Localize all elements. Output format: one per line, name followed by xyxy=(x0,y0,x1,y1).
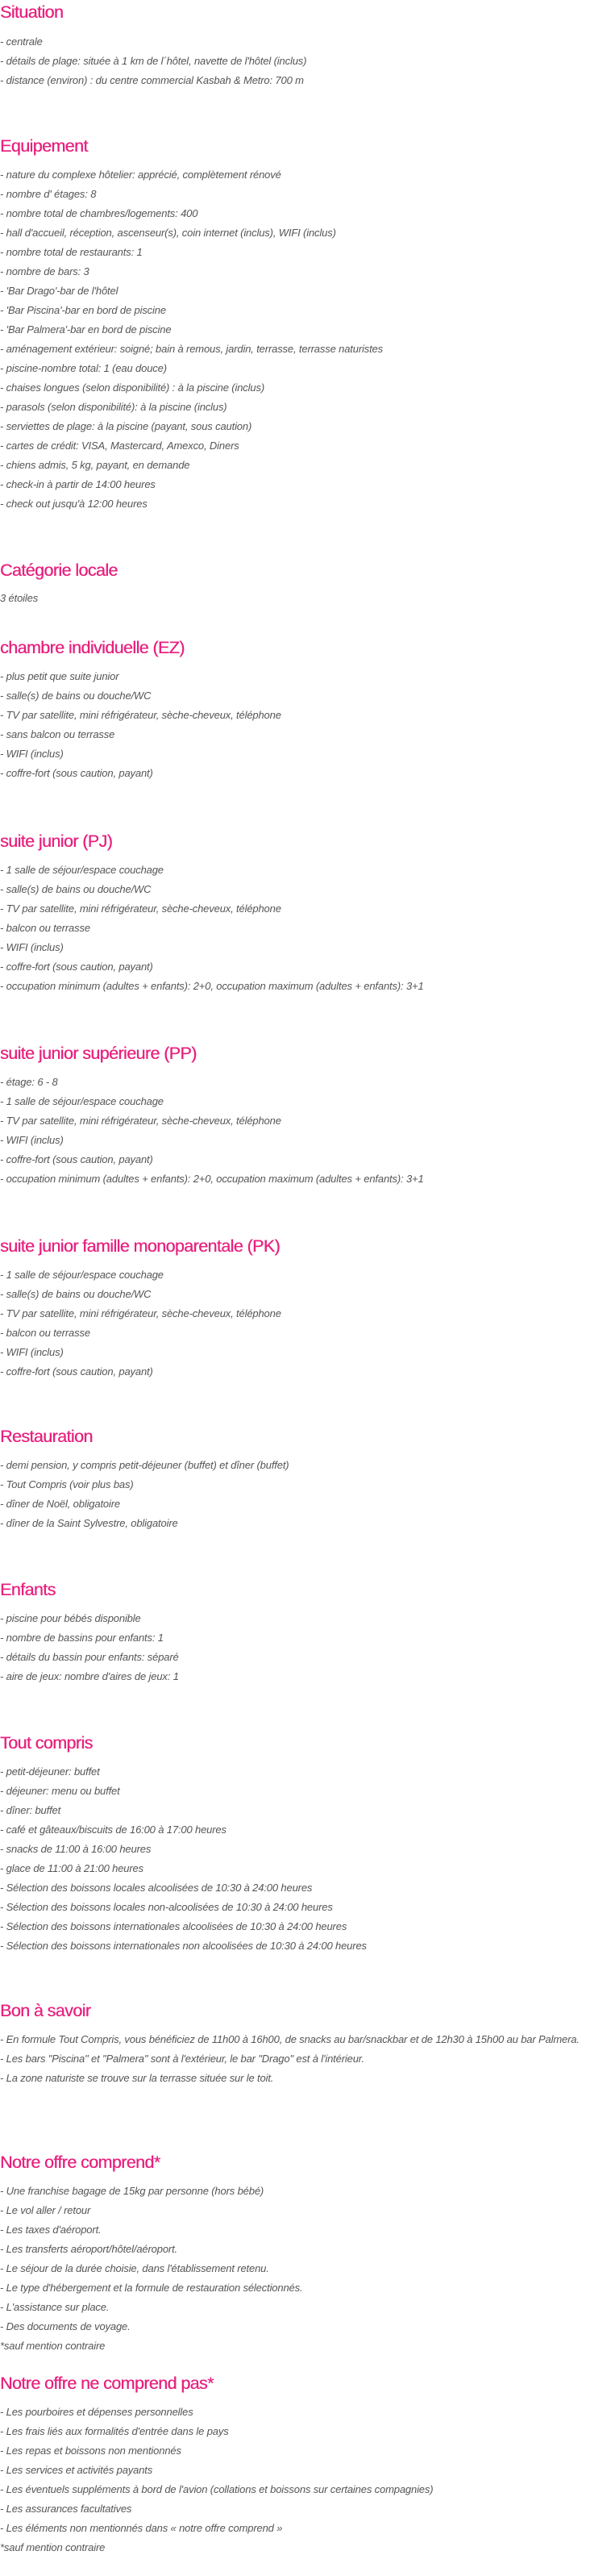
list-item: - sans balcon ou terrasse xyxy=(0,728,115,740)
list-item: - nombre de bassins pour enfants: 1 xyxy=(0,1632,164,1644)
list-item: - nombre de bars: 3 xyxy=(0,265,89,277)
section-title-situation: Situation xyxy=(0,2,64,22)
list-item: - occupation minimum (adultes + enfants): 2+0, occupation maximum (adultes + enfants): 3+1 xyxy=(0,1173,424,1185)
list-item: - Le type d'hébergement et la formule de restauration sélectionnés. xyxy=(0,2282,303,2294)
enfants-list xyxy=(0,1609,179,1686)
list-item: - La zone naturiste se trouve sur la terrasse située sur le toit. xyxy=(0,2072,274,2084)
list-item: *sauf mention contraire xyxy=(0,2541,106,2553)
section-title-suite-pp: suite junior supérieure (PP) xyxy=(0,1044,197,1063)
list-item: - café et gâteaux/biscuits de 16:00 à 17:00 heures xyxy=(0,1824,227,1836)
bon-a-savoir-list xyxy=(0,2030,606,2088)
suite-pj-list xyxy=(0,861,424,996)
list-item: - Tout Compris (voir plus bas) xyxy=(0,1478,134,1490)
section-title-enfants: Enfants xyxy=(0,1580,56,1599)
list-item: - Les assurances facultatives xyxy=(0,2503,132,2515)
list-item: - Les services et activités payants xyxy=(0,2464,153,2476)
list-item: - nombre d' étages: 8 xyxy=(0,188,97,200)
list-item: - 1 salle de séjour/espace couchage xyxy=(0,1269,164,1281)
list-item: - Les éventuels suppléments à bord de l'avion (collations et boissons sur certaines compagnies) xyxy=(0,2483,434,2495)
list-item: - WIFI (inclus) xyxy=(0,1346,64,1358)
list-item: - cartes de crédit: VISA, Mastercard, Amexco, Diners xyxy=(0,440,239,452)
list-item: - Les transferts aéroport/hôtel/aéroport. xyxy=(0,2243,178,2255)
list-item: - TV par satellite, mini réfrigérateur, sèche-cheveux, téléphone xyxy=(0,902,281,915)
list-item: - étage: 6 - 8 xyxy=(0,1076,58,1088)
list-item: - déjeuner: menu ou buffet xyxy=(0,1785,120,1797)
suite-pk-list xyxy=(0,1265,281,1382)
list-item: - Les taxes d'aéroport. xyxy=(0,2224,102,2236)
list-item: - dîner de Noël, obligatoire xyxy=(0,1498,121,1510)
list-item: - coffre-fort (sous caution, payant) xyxy=(0,1365,153,1378)
offre-comprend-list xyxy=(0,2182,302,2356)
list-item: - Les pourboires et dépenses personnelles xyxy=(0,2406,193,2418)
equipement-list xyxy=(0,165,383,514)
list-item: - aire de jeux: nombre d'aires de jeux: 1 xyxy=(0,1670,179,1682)
section-title-categorie: Catégorie locale xyxy=(0,561,118,580)
list-item: - coffre-fort (sous caution, payant) xyxy=(0,1153,153,1165)
list-item: - dîner de la Saint Sylvestre, obligatoire xyxy=(0,1517,178,1529)
list-item: - Les repas et boissons non mentionnés xyxy=(0,2445,181,2457)
list-item: - plus petit que suite junior xyxy=(0,670,119,682)
list-item: - TV par satellite, mini réfrigérateur, sèche-cheveux, téléphone xyxy=(0,1115,281,1127)
list-item: - Les éléments non mentionnés dans « notre offre comprend » xyxy=(0,2522,283,2534)
list-item: - salle(s) de bains ou douche/WC xyxy=(0,1288,152,1300)
tout-compris-list xyxy=(0,1762,367,1956)
section-title-chambre-ez: chambre individuelle (EZ) xyxy=(0,638,185,657)
list-item: - centrale xyxy=(0,35,43,48)
list-item: - occupation minimum (adultes + enfants): 2+0, occupation maximum (adultes + enfants): 3+1 xyxy=(0,980,424,992)
list-item: - coffre-fort (sous caution, payant) xyxy=(0,767,153,779)
list-item: - piscine-nombre total: 1 (eau douce) xyxy=(0,362,167,374)
list-item: - chaises longues (selon disponibilité) : à la piscine (inclus) xyxy=(0,381,264,394)
list-item: - piscine pour bébés disponible xyxy=(0,1612,141,1624)
list-item: - Les frais liés aux formalités d'entrée dans le pays xyxy=(0,2425,229,2437)
list-item: - serviettes de plage: à la piscine (payant, sous caution) xyxy=(0,420,252,432)
list-item: - TV par satellite, mini réfrigérateur, sèche-cheveux, téléphone xyxy=(0,709,281,721)
list-item: - check-in à partir de 14:00 heures xyxy=(0,478,156,490)
list-item: - Sélection des boissons locales non-alcoolisées de 10:30 à 24:00 heures xyxy=(0,1901,333,1913)
list-item: - Sélection des boissons internationales alcoolisées de 10:30 à 24:00 heures xyxy=(0,1920,347,1932)
situation-list xyxy=(0,32,306,90)
list-item: - balcon ou terrasse xyxy=(0,922,90,934)
list-item: - demi pension, y compris petit-déjeuner (buffet) et dîner (buffet) xyxy=(0,1459,289,1471)
section-title-bon-a-savoir: Bon à savoir xyxy=(0,2001,91,2020)
list-item: *sauf mention contraire xyxy=(0,2340,106,2352)
list-item: - Les bars "Piscina" et "Palmera" sont à l'extérieur, le bar "Drago" est à l'intérieur. xyxy=(0,2053,364,2065)
list-item: - En formule Tout Compris, vous bénéficiez de 11h00 à 16h00, de snacks au bar/snackbar et de 12h30 à 15h00 au bar Palmera. xyxy=(0,2033,580,2045)
section-title-equipement: Equipement xyxy=(0,136,88,156)
list-item: - Sélection des boissons locales alcoolisées de 10:30 à 24:00 heures xyxy=(0,1882,313,1894)
list-item: - aménagement extérieur: soigné; bain à remous, jardin, terrasse, terrasse naturistes xyxy=(0,343,383,355)
list-item: - salle(s) de bains ou douche/WC xyxy=(0,883,152,895)
offre-ne-comprend-pas-list xyxy=(0,2403,433,2557)
list-item: - Sélection des boissons internationales non alcoolisées de 10:30 à 24:00 heures xyxy=(0,1940,367,1952)
list-item: - TV par satellite, mini réfrigérateur, sèche-cheveux, téléphone xyxy=(0,1307,281,1319)
list-item: - balcon ou terrasse xyxy=(0,1327,90,1339)
list-item: - chiens admis, 5 kg, payant, en demande xyxy=(0,459,190,471)
list-item: - 'Bar Drago'-bar de l'hôtel xyxy=(0,285,118,297)
list-item: - snacks de 11:00 à 16:00 heures xyxy=(0,1843,152,1855)
chambre-ez-list xyxy=(0,667,281,783)
list-item: - parasols (selon disponibilité): à la piscine (inclus) xyxy=(0,401,227,413)
list-item: - nature du complexe hôtelier: apprécié, complètement rénové xyxy=(0,169,281,181)
section-title-suite-pj: suite junior (PJ) xyxy=(0,832,113,851)
list-item: - dîner: buffet xyxy=(0,1804,61,1816)
list-item: - L'assistance sur place. xyxy=(0,2301,110,2313)
list-item: - salle(s) de bains ou douche/WC xyxy=(0,690,152,702)
section-title-offre-comprend: Notre offre comprend* xyxy=(0,2153,160,2172)
list-item: - nombre total de chambres/logements: 400 xyxy=(0,207,198,219)
list-item: - coffre-fort (sous caution, payant) xyxy=(0,961,153,973)
section-title-restauration: Restauration xyxy=(0,1427,93,1446)
list-item: - Le séjour de la durée choisie, dans l'établissement retenu. xyxy=(0,2262,269,2274)
list-item: - 'Bar Palmera'-bar en bord de piscine xyxy=(0,323,172,336)
list-item: - check out jusqu'à 12:00 heures xyxy=(0,498,148,510)
list-item: - hall d'accueil, réception, ascenseur(s), coin internet (inclus), WIFI (inclus) xyxy=(0,227,336,239)
section-title-tout-compris: Tout compris xyxy=(0,1733,93,1753)
list-item: - WIFI (inclus) xyxy=(0,941,64,953)
section-title-suite-pk: suite junior famille monoparentale (PK) xyxy=(0,1236,281,1256)
list-item: - nombre total de restaurants: 1 xyxy=(0,246,143,258)
section-title-offre-ne-comprend-pas: Notre offre ne comprend pas* xyxy=(0,2374,214,2393)
list-item: - petit-déjeuner: buffet xyxy=(0,1765,100,1778)
list-item: - 1 salle de séjour/espace couchage xyxy=(0,864,164,876)
list-item: - 'Bar Piscina'-bar en bord de piscine xyxy=(0,304,166,316)
restauration-list xyxy=(0,1456,289,1533)
list-item: - distance (environ) : du centre commercial Kasbah & Metro: 700 m xyxy=(0,74,304,86)
list-item: - Le vol aller / retour xyxy=(0,2204,91,2216)
list-item: - glace de 11:00 à 21:00 heures xyxy=(0,1862,143,1874)
list-item: - Une franchise bagage de 15kg par personne (hors bébé) xyxy=(0,2185,264,2197)
list-item: - détails du bassin pour enfants: séparé xyxy=(0,1651,179,1663)
list-item: - WIFI (inclus) xyxy=(0,1134,64,1146)
list-item: - détails de plage: située à 1 km de l´hôtel, navette de l'hôtel (inclus) xyxy=(0,55,307,67)
list-item: - WIFI (inclus) xyxy=(0,748,64,760)
categorie-value: 3 étoiles xyxy=(0,592,39,604)
suite-pp-list xyxy=(0,1073,424,1189)
list-item: - Des documents de voyage. xyxy=(0,2320,131,2332)
list-item: - 1 salle de séjour/espace couchage xyxy=(0,1095,164,1107)
